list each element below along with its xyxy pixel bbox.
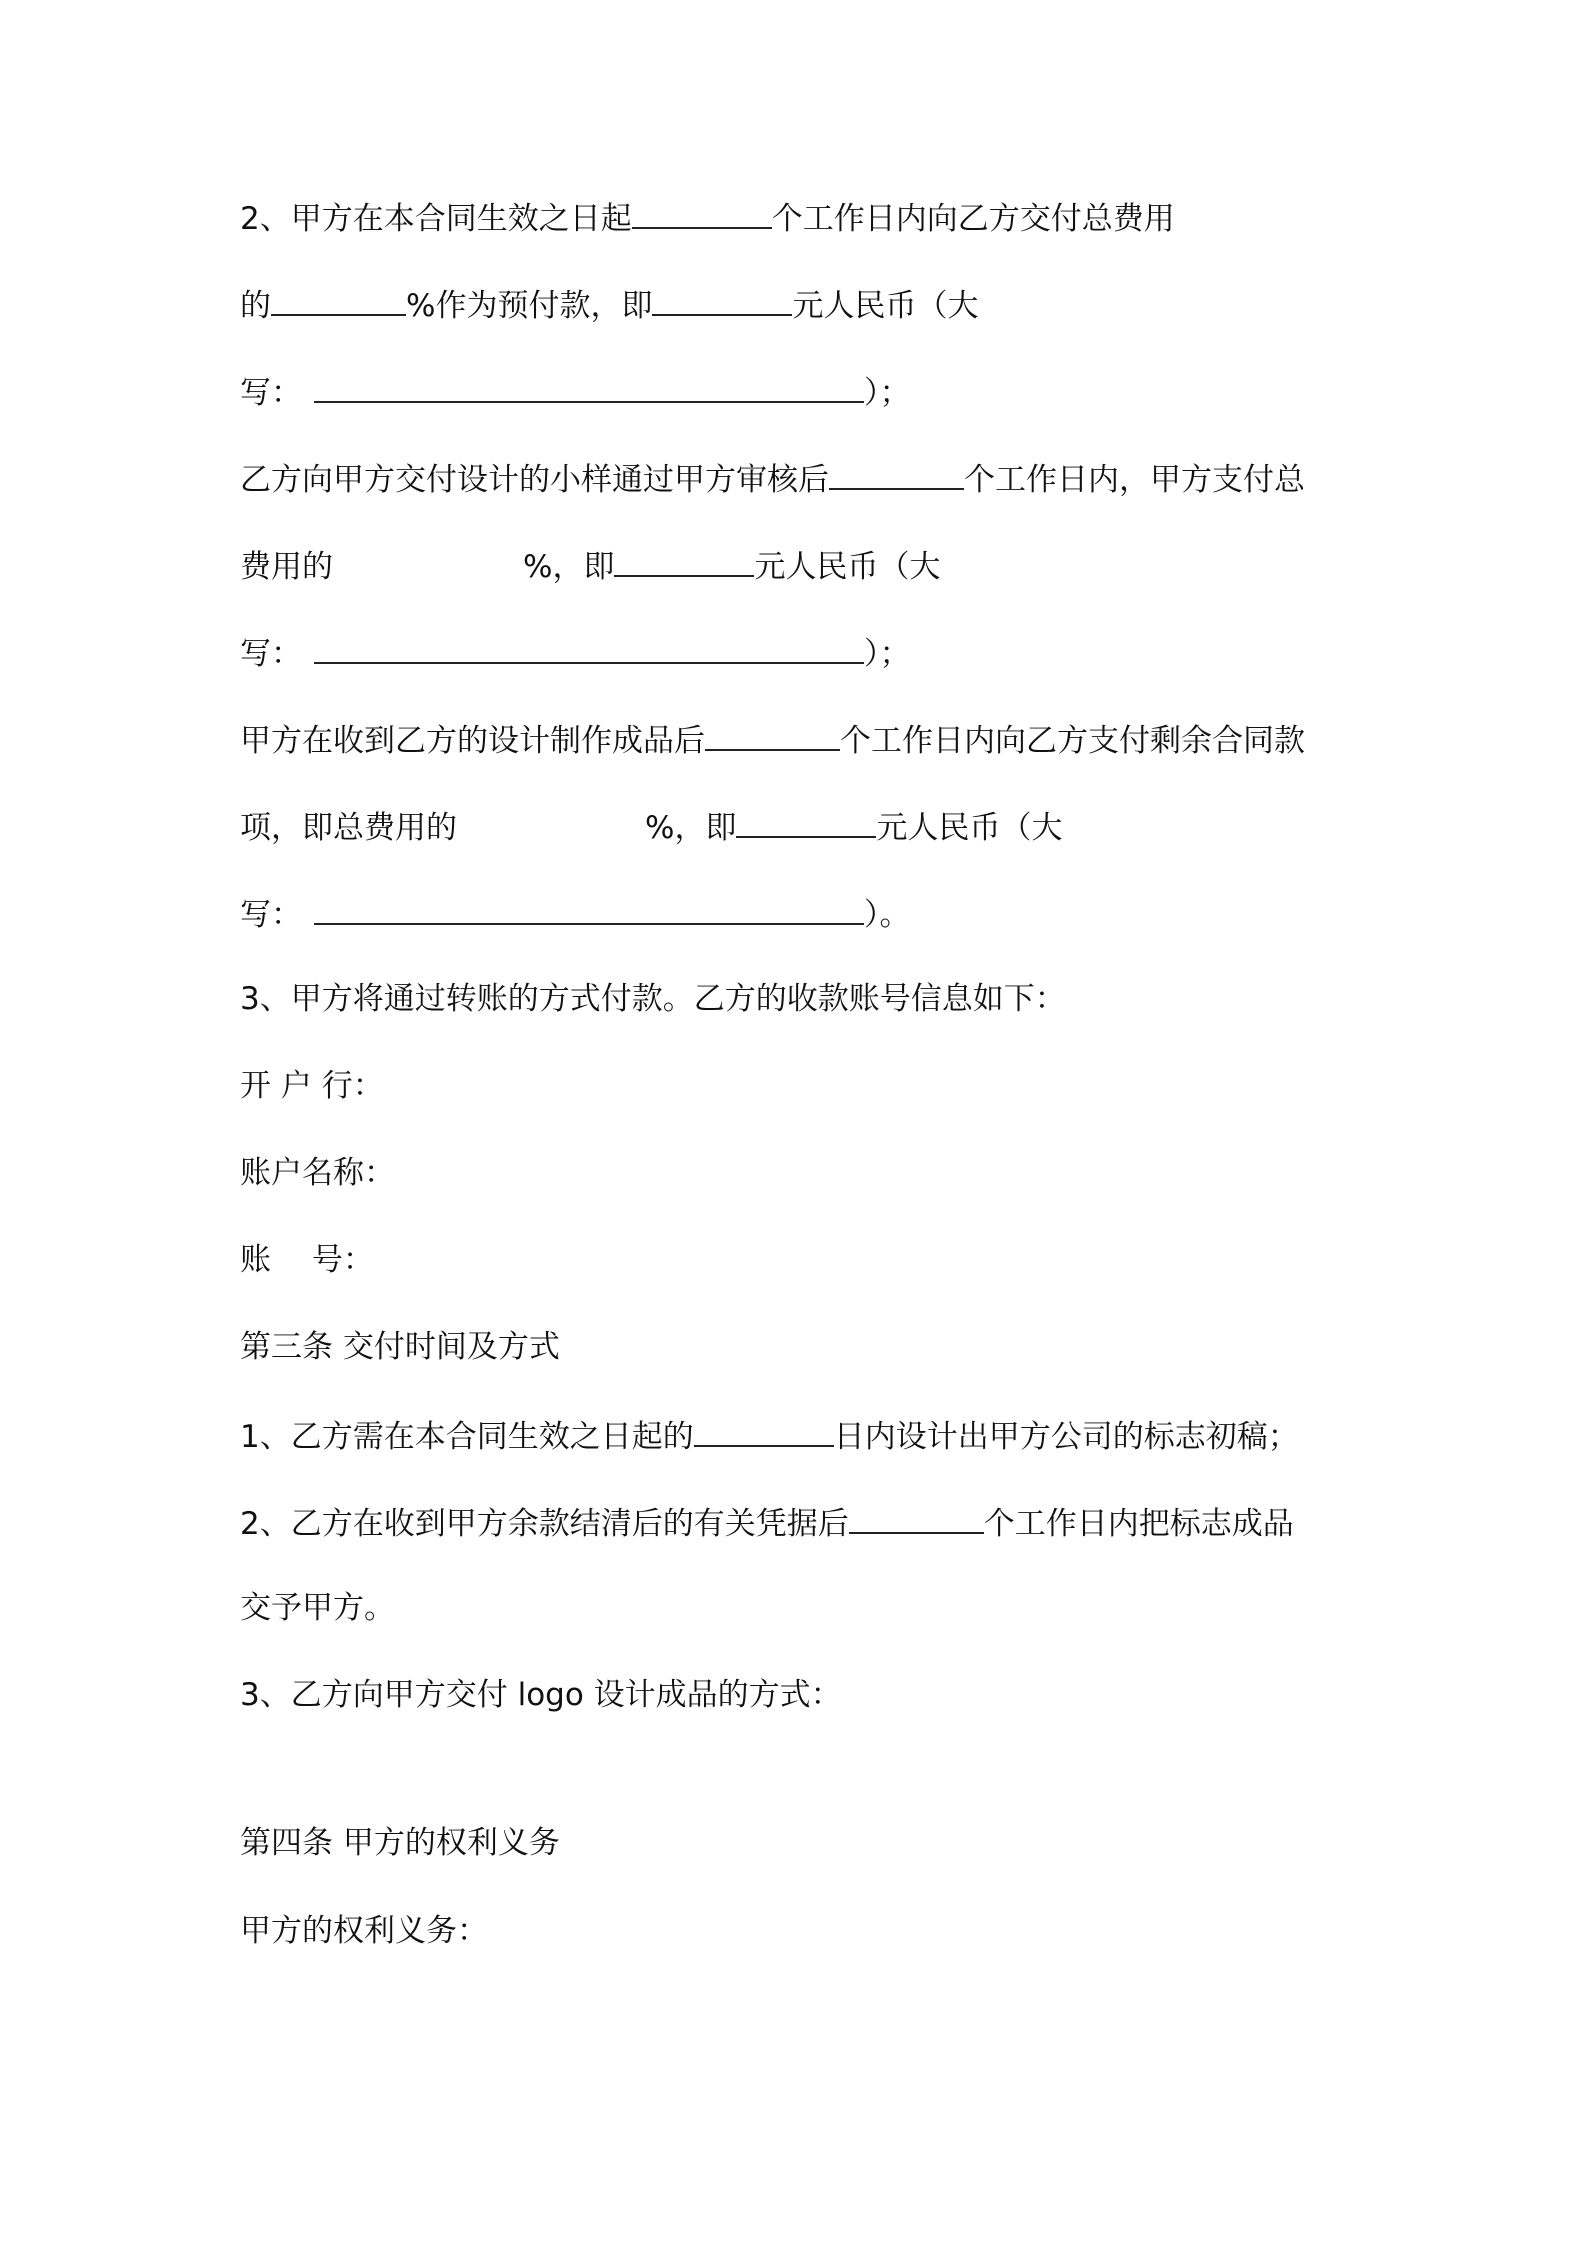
fill-blank-workdays[interactable] [632,201,772,229]
text: 甲方在收到乙方的设计制作成品后 [240,723,705,759]
text: 写： [240,897,302,933]
text: 费用的 [240,549,333,585]
fill-blank-workdays[interactable] [829,462,964,490]
text: %作为预付款，即 [406,288,653,324]
text: ）。 [864,897,911,933]
text: 的 [240,288,271,324]
fill-blank-workdays[interactable] [705,723,840,751]
text: 项，即总费用的 [240,810,457,846]
text: 元人民币（大 [792,288,979,324]
fill-blank-days[interactable] [694,1419,834,1447]
text: 元人民币（大 [754,549,941,585]
text: 个工作日内，甲方支付总 [964,462,1305,498]
fill-blank-amount[interactable] [614,549,754,577]
account-name-label: 账户名称： [240,1155,395,1191]
text: 日内设计出甲方公司的标志初稿； [833,1419,1299,1455]
final-payment-line-1 [240,723,1305,757]
clause-2-payment-line-1 [240,201,1175,235]
text: 个工作日内向乙方支付剩余合同款 [840,723,1305,759]
final-payment-line-3 [240,897,911,931]
fill-blank-amount-uppercase[interactable] [314,636,864,664]
clause-2-payment-line-3 [240,375,911,409]
text: 写： [240,636,302,672]
text: 个工作日内向乙方交付总费用 [771,201,1175,237]
clause-2-payment-line-2 [240,288,978,322]
delivery-clause-3: 3、乙方向甲方交付 logo 设计成品的方式： [240,1677,842,1713]
fill-blank-percent[interactable] [271,288,406,316]
text: ）； [864,636,911,672]
fill-blank-workdays[interactable] [849,1506,984,1534]
clause-3-transfer: 3、甲方将通过转账的方式付款。乙方的收款账号信息如下： [240,981,1066,1017]
text: %，即 [645,810,737,846]
sample-payment-line-3 [240,636,911,670]
fill-blank-amount[interactable] [736,810,876,838]
text: 写： [240,375,302,411]
text: 1、乙方需在本合同生效之日起的 [240,1419,694,1455]
account-number-label: 账 号： [240,1242,374,1278]
text: 2、乙方在收到甲方余款结清后的有关凭据后 [240,1506,849,1542]
delivery-clause-2-cont: 交予甲方。 [240,1590,395,1626]
article-4-heading: 第四条 甲方的权利义务 [240,1825,560,1861]
bank-name-label: 开 户 行： [240,1068,384,1104]
final-payment-line-2 [240,810,1062,844]
text: ）； [864,375,911,411]
sample-payment-line-2 [240,549,940,583]
text: 2、甲方在本合同生效之日起 [240,201,632,237]
fill-blank-amount-uppercase[interactable] [314,375,864,403]
text: %，即 [523,549,615,585]
delivery-clause-2 [240,1506,1294,1540]
fill-blank-amount-uppercase[interactable] [314,897,864,925]
text: 乙方向甲方交付设计的小样通过甲方审核后 [240,462,829,498]
sample-payment-line-1 [240,462,1305,496]
delivery-clause-1 [240,1419,1299,1453]
fill-blank-amount[interactable] [652,288,792,316]
article-3-heading: 第三条 交付时间及方式 [240,1329,560,1365]
text: 元人民币（大 [876,810,1063,846]
text: 个工作日内把标志成品 [983,1506,1294,1542]
party-a-rights-label: 甲方的权利义务： [240,1913,488,1949]
